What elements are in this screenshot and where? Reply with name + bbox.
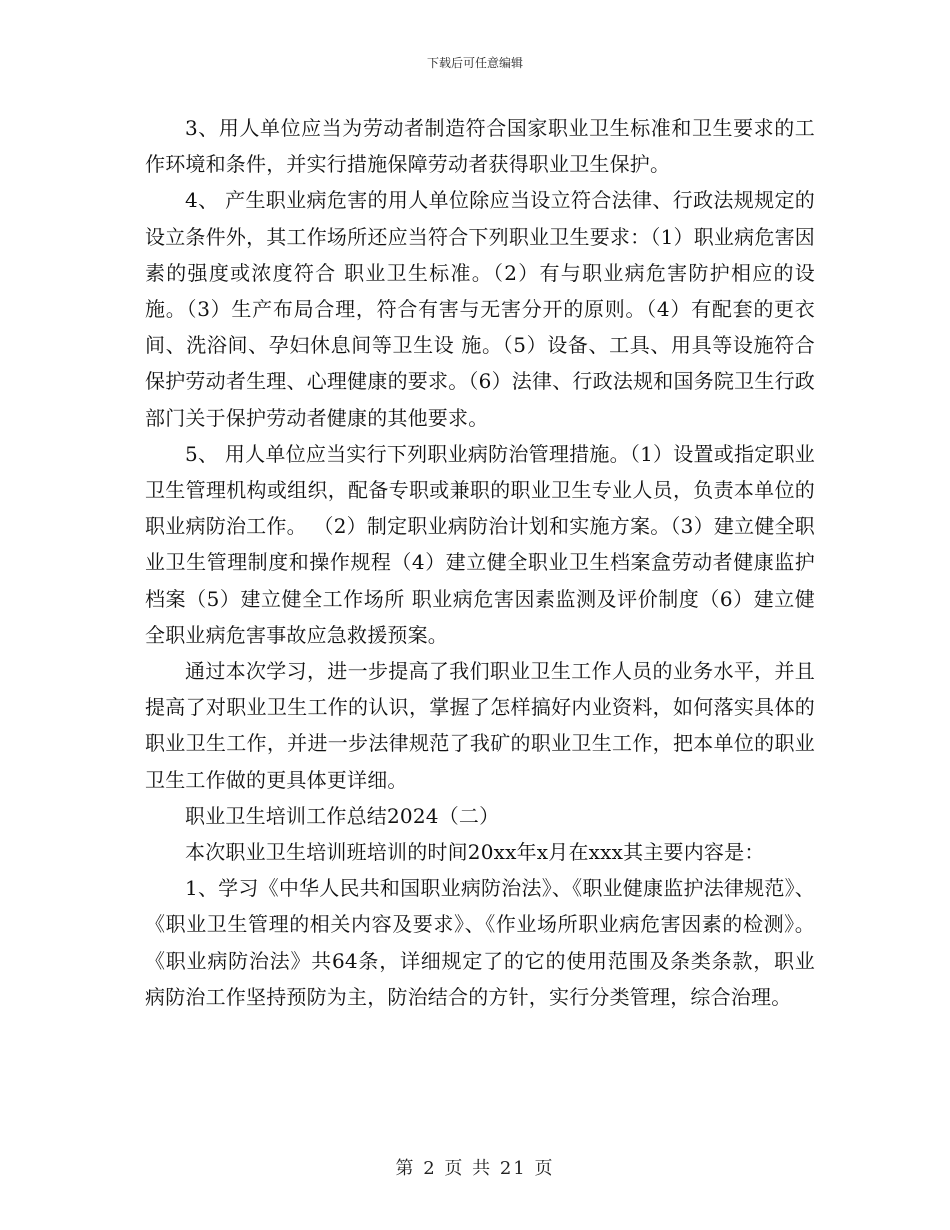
paragraph-item-1: 1、学习《中华人民共和国职业病防治法》、《职业健康监护法律规范》、《职业卫生管理的相关内容及要求》、《作业场所职业病危害因素的检测》。《职业病防治法》共64条，详细规定了的它的使用范围及条类条款，职业病防治工作坚持预防为主，防治结合的方针，实行分类管理，综合治理。 xyxy=(145,876,815,1009)
paragraph-conclusion: 通过本次学习，进一步提高了我们职业卫生工作人员的业务水平，并且提高了对职业卫生工作的认识，掌握了怎样搞好内业资料，如何落实具体的职业卫生工作，并进一步法律规范了我矿的职业卫生工作，把本单位的职业卫生工作做的更具体更详细。 xyxy=(145,659,815,792)
section-title: 职业卫生培训工作总结2024（二） xyxy=(185,803,500,828)
paragraph-item-4: 4、 产生职业病危害的用人单位除应当设立符合法律、行政法规规定的设立条件外，其工作场所还应当符合下列职业卫生要求：（1）职业病危害因素的强度或浓度符合 职业卫生标准。（2）有与职业病危害防护相应的设施。（3）生产布局合理，符合有害与无害分开的原则。（4）有配套的更衣间、洗浴间、孕妇休息间等卫生设 施。（5）设备、工具、用具等设施符合保护劳动者生理、心理健康的要求。（6）法律、行政法规和国务院卫生行政部门关于保护劳动者健康的其他要求。 xyxy=(145,188,815,430)
paragraph-item-3: 3、用人单位应当为劳动者制造符合国家职业卫生标准和卫生要求的工作环境和条件，并实行措施保障劳动者获得职业卫生保护。 xyxy=(145,116,815,177)
document-body xyxy=(145,110,815,1015)
paragraph-intro: 本次职业卫生培训班培训的时间20xx年x月在xxx其主要内容是： xyxy=(185,840,765,865)
paragraph-item-5: 5、 用人单位应当实行下列职业病防治管理措施。（1）设置或指定职业卫生管理机构或组织，配备专职或兼职的职业卫生专业人员，负责本单位的职业病防治工作。 （2）制定职业病防治计划和实施方案。（3）建立健全职业卫生管理制度和操作规程（4）建立健全职业卫生档案盒劳动者健康监护档案（5）建立健全工作场所 职业病危害因素监测及评价制度（6）建立健全职业病危害事故应急救援预案。 xyxy=(145,441,815,647)
page-number: 第 2 页 共 21 页 xyxy=(395,1158,555,1179)
header-note: 下载后可任意编辑 xyxy=(426,56,523,70)
